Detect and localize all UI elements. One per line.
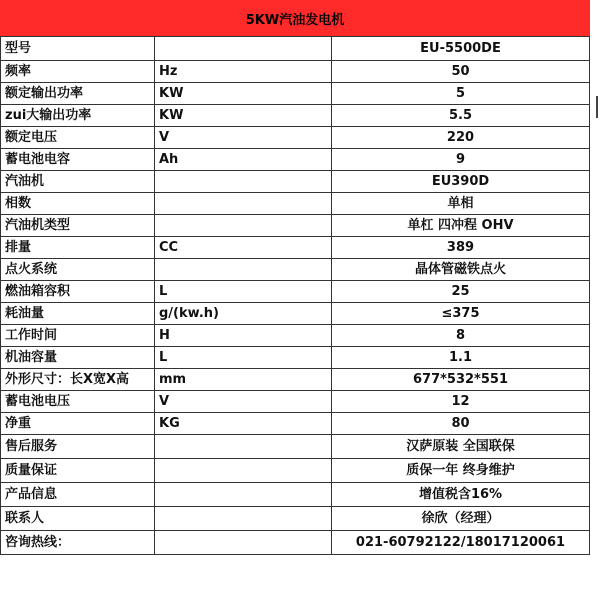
row-unit	[155, 37, 332, 61]
row-unit: V	[155, 127, 332, 149]
table-row	[1, 325, 590, 347]
row-value: EU-5500DE	[332, 37, 590, 61]
table-row	[1, 105, 590, 127]
row-unit: L	[155, 347, 332, 369]
row-label: 汽油机	[1, 171, 155, 193]
row-unit: g/(kw.h)	[155, 303, 332, 325]
row-unit	[155, 531, 332, 555]
table-row	[1, 303, 590, 325]
row-value: 8	[332, 325, 590, 347]
table-row	[1, 127, 590, 149]
table-row	[1, 531, 590, 555]
row-label: 频率	[1, 61, 155, 83]
row-unit: mm	[155, 369, 332, 391]
table-row	[1, 369, 590, 391]
row-value: 9	[332, 149, 590, 171]
table-row	[1, 483, 590, 507]
row-unit: KW	[155, 105, 332, 127]
row-label: 联系人	[1, 507, 155, 531]
row-unit	[155, 193, 332, 215]
row-value: 5	[332, 83, 590, 105]
row-value: 徐欣（经理）	[332, 507, 590, 531]
row-unit: Hz	[155, 61, 332, 83]
row-label: 额定电压	[1, 127, 155, 149]
row-value: 50	[332, 61, 590, 83]
row-label: 型号	[1, 37, 155, 61]
row-unit: Ah	[155, 149, 332, 171]
row-value: 12	[332, 391, 590, 413]
row-label: 工作时间	[1, 325, 155, 347]
row-label: 机油容量	[1, 347, 155, 369]
page-title: 5KW汽油发电机	[0, 0, 591, 36]
row-value: 021-60792122/18017120061	[332, 531, 590, 555]
row-value: 质保一年 终身维护	[332, 459, 590, 483]
row-label: 燃油箱容积	[1, 281, 155, 303]
row-value: EU390D	[332, 171, 590, 193]
row-label: 点火系统	[1, 259, 155, 281]
row-unit: KG	[155, 413, 332, 435]
table-row	[1, 413, 590, 435]
table-row	[1, 281, 590, 303]
page-right-margin	[590, 0, 600, 600]
spec-table-body	[1, 37, 590, 555]
row-label: 咨询热线：	[1, 531, 155, 555]
row-value: 80	[332, 413, 590, 435]
row-value: 晶体管磁铁点火	[332, 259, 590, 281]
row-value: 389	[332, 237, 590, 259]
row-label: 质量保证	[1, 459, 155, 483]
row-unit	[155, 171, 332, 193]
row-unit: L	[155, 281, 332, 303]
row-label: 耗油量	[1, 303, 155, 325]
row-unit: H	[155, 325, 332, 347]
row-value: 677*532*551	[332, 369, 590, 391]
row-label: 排量	[1, 237, 155, 259]
table-row	[1, 507, 590, 531]
table-row	[1, 149, 590, 171]
row-value: ≤375	[332, 303, 590, 325]
row-unit: CC	[155, 237, 332, 259]
table-row	[1, 347, 590, 369]
row-unit: KW	[155, 83, 332, 105]
row-value: 220	[332, 127, 590, 149]
table-row	[1, 459, 590, 483]
row-label: 额定输出功率	[1, 83, 155, 105]
table-row	[1, 215, 590, 237]
row-label: 蓄电池电压	[1, 391, 155, 413]
table-row	[1, 237, 590, 259]
spec-table	[0, 36, 590, 555]
table-row	[1, 193, 590, 215]
row-unit	[155, 259, 332, 281]
table-row	[1, 391, 590, 413]
table-row	[1, 171, 590, 193]
table-row	[1, 259, 590, 281]
row-value: 25	[332, 281, 590, 303]
table-row	[1, 37, 590, 61]
row-label: 汽油机类型	[1, 215, 155, 237]
row-unit	[155, 483, 332, 507]
row-unit	[155, 215, 332, 237]
row-unit	[155, 507, 332, 531]
row-label: 外形尺寸：长X宽X高	[1, 369, 155, 391]
row-value: 单相	[332, 193, 590, 215]
row-label: 产品信息	[1, 483, 155, 507]
table-row	[1, 435, 590, 459]
table-row	[1, 83, 590, 105]
row-value: 汉萨原装 全国联保	[332, 435, 590, 459]
row-unit	[155, 459, 332, 483]
row-label: zui大输出功率	[1, 105, 155, 127]
row-unit	[155, 435, 332, 459]
row-label: 相数	[1, 193, 155, 215]
row-value: 5.5	[332, 105, 590, 127]
row-label: 净重	[1, 413, 155, 435]
row-value: 单杠 四冲程 OHV	[332, 215, 590, 237]
row-value: 1.1	[332, 347, 590, 369]
table-row	[1, 61, 590, 83]
row-label: 蓄电池电容	[1, 149, 155, 171]
row-label: 售后服务	[1, 435, 155, 459]
row-unit: V	[155, 391, 332, 413]
edge-mark	[596, 96, 598, 118]
row-value: 增值税含16%	[332, 483, 590, 507]
